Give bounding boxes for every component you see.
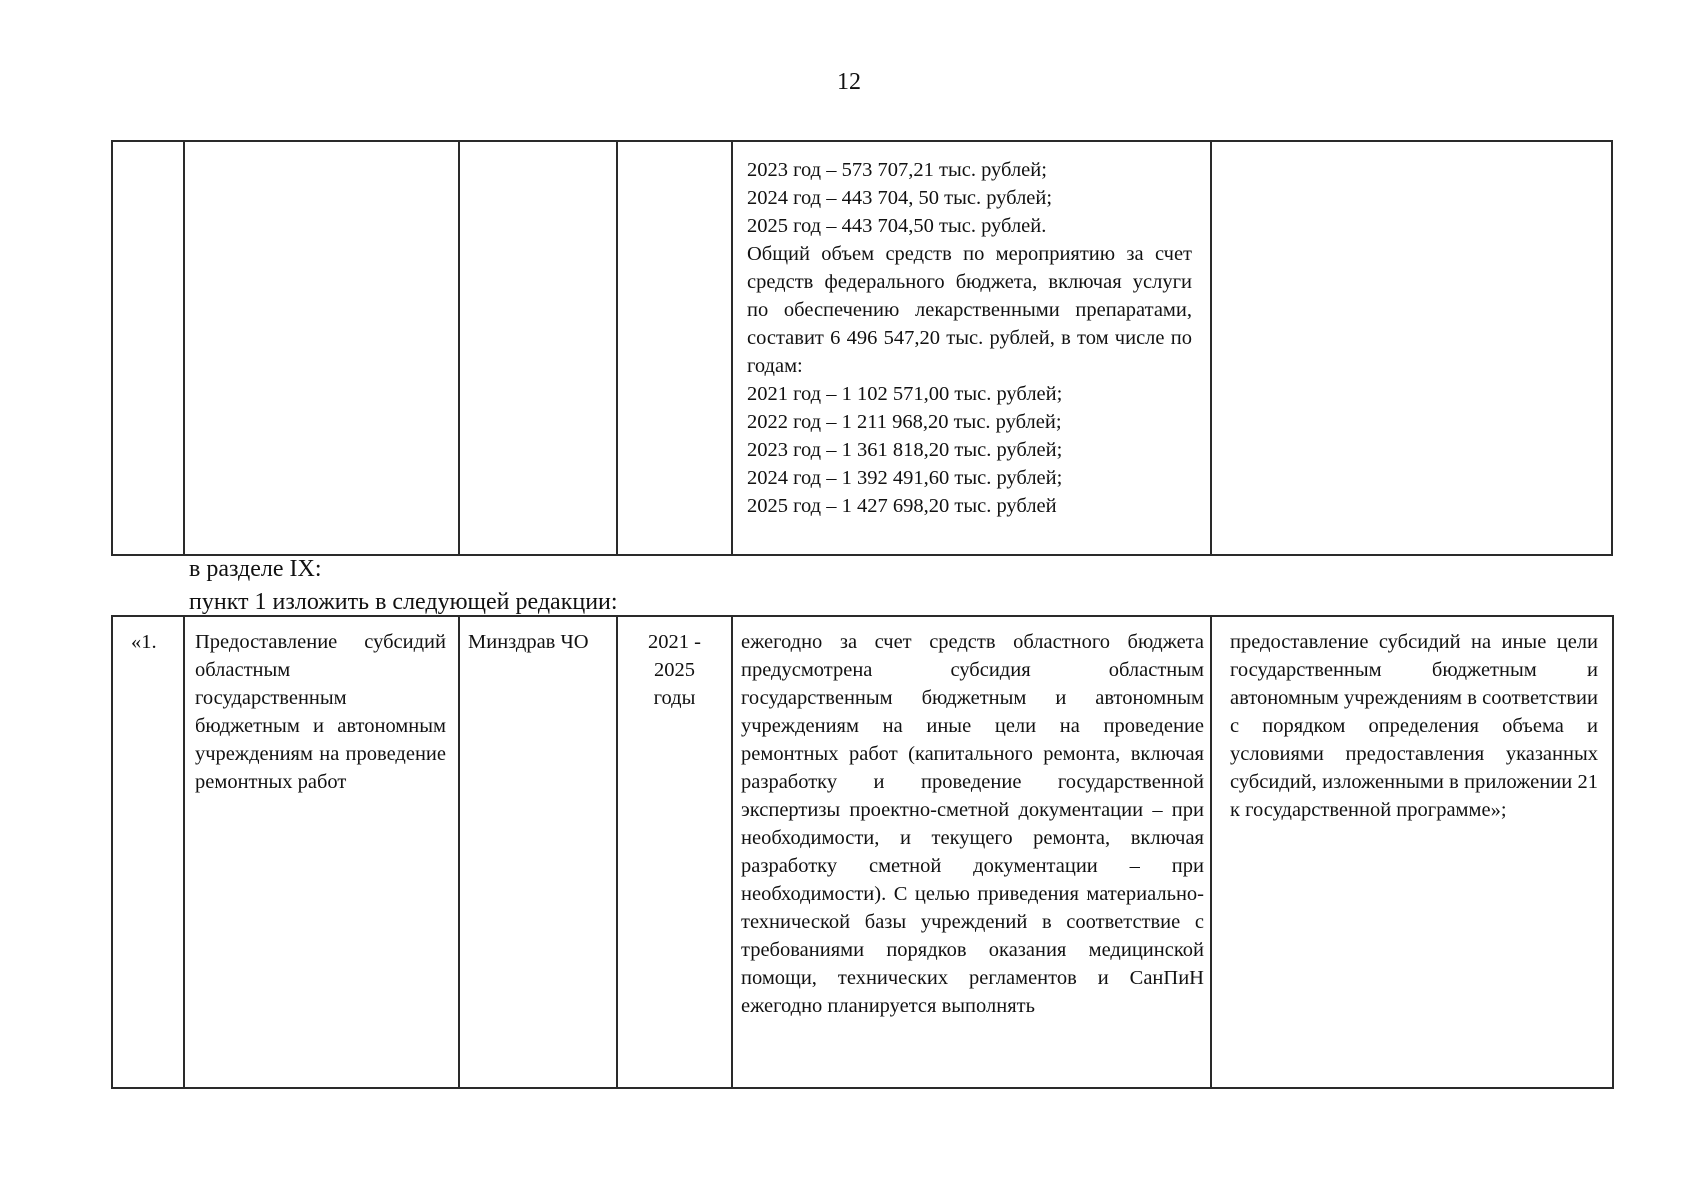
measure-name-cell	[184, 141, 459, 555]
financing-cell	[732, 141, 1211, 555]
executor-cell	[459, 141, 617, 555]
number-cell	[112, 141, 184, 555]
number-cell	[112, 616, 184, 1088]
table-row	[112, 141, 1612, 555]
new-edition-table	[111, 615, 1614, 1089]
edit-line: пункт 1 изложить в следующей редакции:	[189, 589, 618, 615]
financing-text: 2023 год – 573 707,21 тыс. рублей; 2024 год – 443 704, 50 тыс. рублей; 2025 год – 443 704,50 тыс. рублей. Общий объем средств по мероприятию за счет средств федерального бюджета, включая услуги по обеспечению лекарственными препаратами, составит 6 496 547,20 тыс. рублей, в том числе по годам: 2021 год – 1 102 571,00 тыс. рублей; 2022 год – 1 211 968,20 тыс. рублей; 2023 год – 1 361 818,20 тыс. рублей; 2024 год – 1 392 491,60 тыс. рублей; 2025 год – 1 427 698,20 тыс. рублей	[747, 159, 1192, 517]
measure-name: Предоставление субсидий областным государственным бюджетным и автономным учреждениям на проведение ремонтных работ	[195, 631, 446, 793]
amendment-instructions	[189, 553, 618, 619]
executor-cell	[459, 616, 617, 1088]
period-cell	[617, 616, 732, 1088]
section-line: в разделе IX:	[189, 556, 322, 582]
item-number: «1.	[131, 631, 157, 653]
measure-name-cell	[184, 616, 459, 1088]
period-cell	[617, 141, 732, 555]
table-row	[112, 616, 1613, 1088]
result-cell	[1211, 141, 1612, 555]
period: 2021 - 2025 годы	[648, 631, 701, 709]
description: ежегодно за счет средств областного бюджета предусмотрена субсидия областным государственным бюджетным и автономным учреждениям на иные цели на проведение ремонтных работ (капитального ремонта, включая разработку и проведение государственной экспертизы проектно-сметной документации – при необходимости, и текущего ремонта, включая разработку сметной документации – при необходимости). С целью приведения материально-технической базы учреждений в соответствие с требованиями порядков оказания медицинской помощи, технических регламентов и СанПиН ежегодно планируется выполнять	[741, 631, 1204, 1017]
page-number: 12	[837, 69, 861, 95]
continuation-table	[111, 140, 1613, 556]
result-cell	[1211, 616, 1613, 1088]
result: предоставление субсидий на иные цели государственным бюджетным и автономным учреждениям в соответствии с порядком определения объема и условиями предоставления указанных субсидий, изложенными в приложении 21 к государственной программе»;	[1230, 631, 1598, 821]
executor: Минздрав ЧО	[468, 631, 589, 653]
description-cell	[732, 616, 1211, 1088]
